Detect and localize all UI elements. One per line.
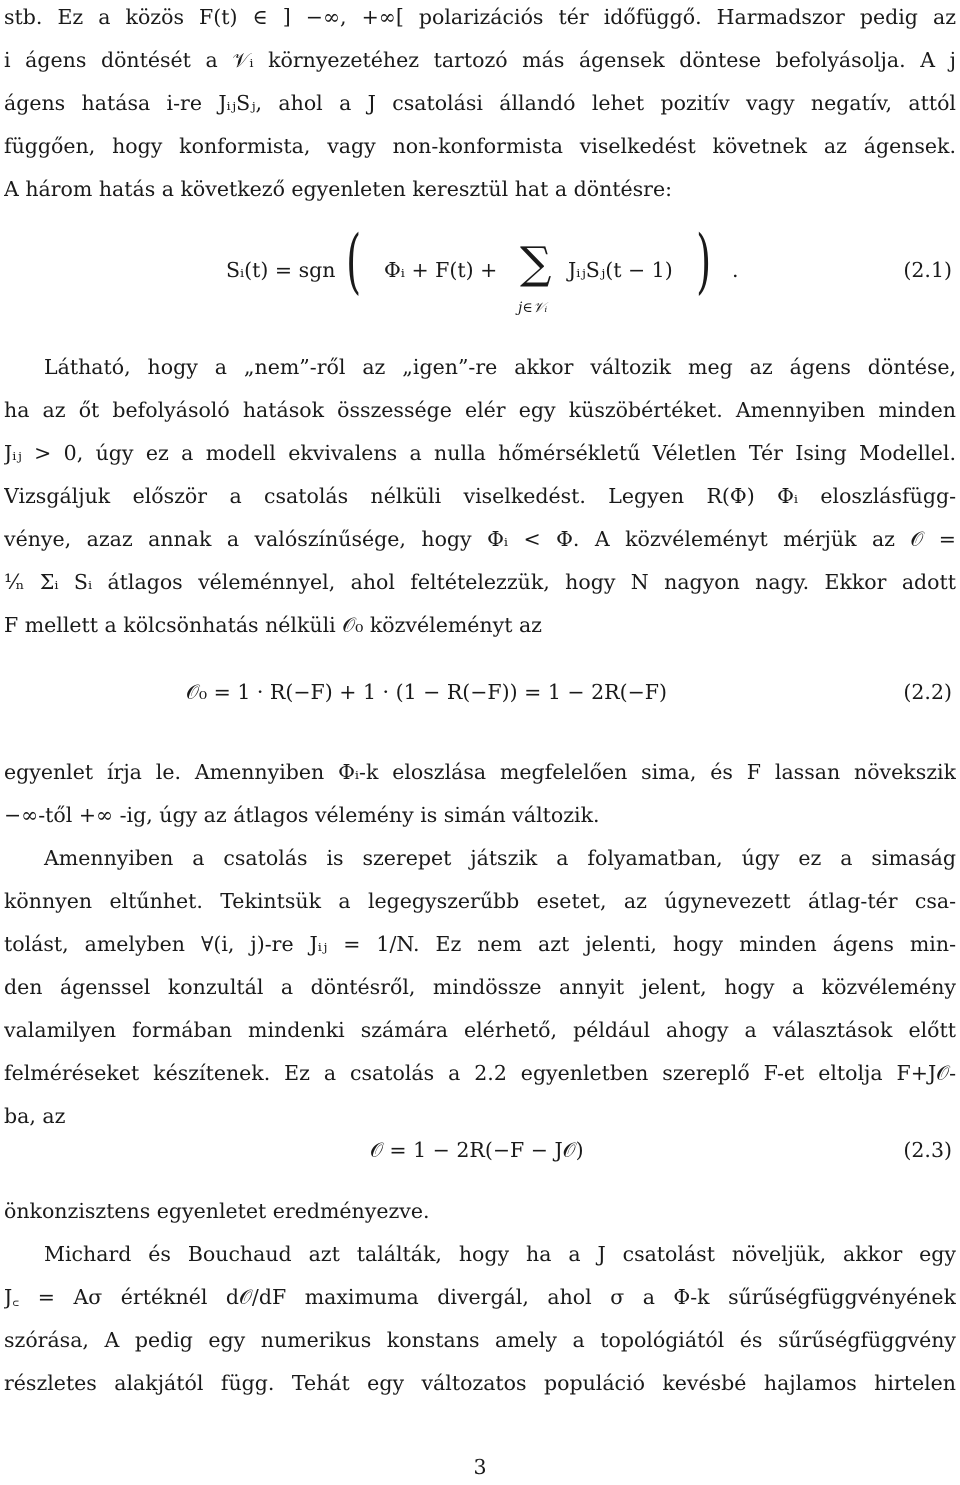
text-line: tolást, amelyben ∀(i, j)-re Jᵢⱼ = 1/N. Ez nem azt jelenti, hogy minden ágens min-	[4, 932, 956, 956]
text-line: könnyen eltűnhet. Tekintsük a legegyszerűbb esetet, az úgynevezett átlag-tér csa-	[4, 889, 956, 913]
text-line: Michard és Bouchaud azt találták, hogy ha a J csatolást növeljük, akkor egy	[44, 1242, 956, 1266]
equation-number: (2.1)	[903, 258, 952, 282]
text-line: egyenlet írja le. Amennyiben Φᵢ-k eloszlása megfelelően sima, és F lassan növekszik	[4, 760, 956, 784]
text-line: Látható, hogy a „nem”-ről az „igen”-re akkor változik meg az ágens döntése,	[44, 355, 956, 379]
text-line: önkonzisztens egyenletet eredményezve.	[4, 1199, 430, 1223]
equation-lhs: Sᵢ(t) = sgn	[226, 258, 336, 282]
text-line: stb. Ez a közös F(t) ∈ ] −∞, +∞[ polarizációs tér időfüggő. Harmadszor pedig az	[4, 5, 956, 29]
equation-period: .	[732, 258, 739, 282]
text-line: den ágenssel konzultál a döntésről, mindössze annyit jelent, hogy a közvélemény	[4, 975, 956, 999]
right-paren: )	[696, 220, 712, 302]
equation-body: 𝒪 = 1 − 2R(−F − J𝒪)	[370, 1138, 584, 1162]
text-line: A három hatás a következő egyenleten keresztül hat a döntésre:	[4, 177, 673, 201]
text-line: −∞-től +∞ -ig, úgy az átlagos vélemény is simán változik.	[4, 803, 600, 827]
sum-term: JᵢⱼSⱼ(t − 1)	[568, 258, 673, 282]
page-number: 3	[473, 1455, 487, 1479]
equation-2-2	[0, 680, 956, 714]
text-line: vénye, azaz annak a valószínűsége, hogy Φᵢ < Φ. A közvéleményt mérjük az 𝒪 =	[4, 527, 956, 551]
equation-2-1	[0, 220, 956, 328]
left-paren: (	[346, 220, 362, 302]
sum-index: j∈𝒱ᵢ	[518, 300, 548, 316]
text-line: valamilyen formában mindenki számára elérhető, például ahogy a választások előtt	[4, 1018, 956, 1042]
text-line: ¹⁄ₙ Σᵢ Sᵢ átlagos véleménnyel, ahol feltételezzük, hogy N nagyon nagy. Ekkor adott	[4, 570, 956, 594]
text-line: részletes alakjától függ. Tehát egy változatos populáció kevésbé hajlamos hirtelen	[4, 1371, 956, 1395]
text-line: i ágens döntését a 𝒱ᵢ környezetéhez tartozó más ágensek döntese befolyásolja. A j	[4, 48, 956, 72]
text-line: ha az őt befolyásoló hatások összessége elér egy küszöbértéket. Amennyiben minden	[4, 398, 956, 422]
text-line: F mellett a kölcsönhatás nélküli 𝒪₀ közvéleményt az	[4, 613, 542, 637]
text-line: Amennyiben a csatolás is szerepet játszik a folyamatban, úgy ez a simaság	[44, 846, 956, 870]
equation-number: (2.3)	[903, 1138, 952, 1162]
text-line: ágens hatása i-re JᵢⱼSⱼ, ahol a J csatolási állandó lehet pozitív vagy negatív, attól	[4, 91, 956, 115]
text-line: szórása, A pedig egy numerikus konstans amely a topológiától és sűrűségfüggvény	[4, 1328, 956, 1352]
text-line: Vizsgáljuk először a csatolás nélküli viselkedést. Legyen R(Φ) Φᵢ eloszlásfügg-	[4, 484, 956, 508]
text-line: függően, hogy konformista, vagy non-konformista viselkedést követnek az ágensek.	[4, 134, 956, 158]
text-line: ba, az	[4, 1104, 66, 1128]
equation-number: (2.2)	[903, 680, 952, 704]
equation-2-3	[0, 1138, 956, 1172]
text-line: J꜀ = Aσ értéknél d𝒪/dF maximuma divergál, ahol σ a Φ-k sűrűségfüggvényének	[4, 1285, 956, 1309]
equation-inner: Φᵢ + F(t) +	[384, 258, 498, 282]
equation-body: 𝒪₀ = 1 · R(−F) + 1 · (1 − R(−F)) = 1 − 2R(−F)	[186, 680, 667, 704]
text-line: Jᵢⱼ > 0, úgy ez a modell ekvivalens a nulla hőmérsékletű Véletlen Tér Ising Modellel.	[4, 441, 956, 465]
text-line: felméréseket készítenek. Ez a csatolás a 2.2 egyenletben szereplő F-et eltolja F+J𝒪-	[4, 1061, 956, 1085]
sum-symbol: ∑	[520, 238, 552, 289]
